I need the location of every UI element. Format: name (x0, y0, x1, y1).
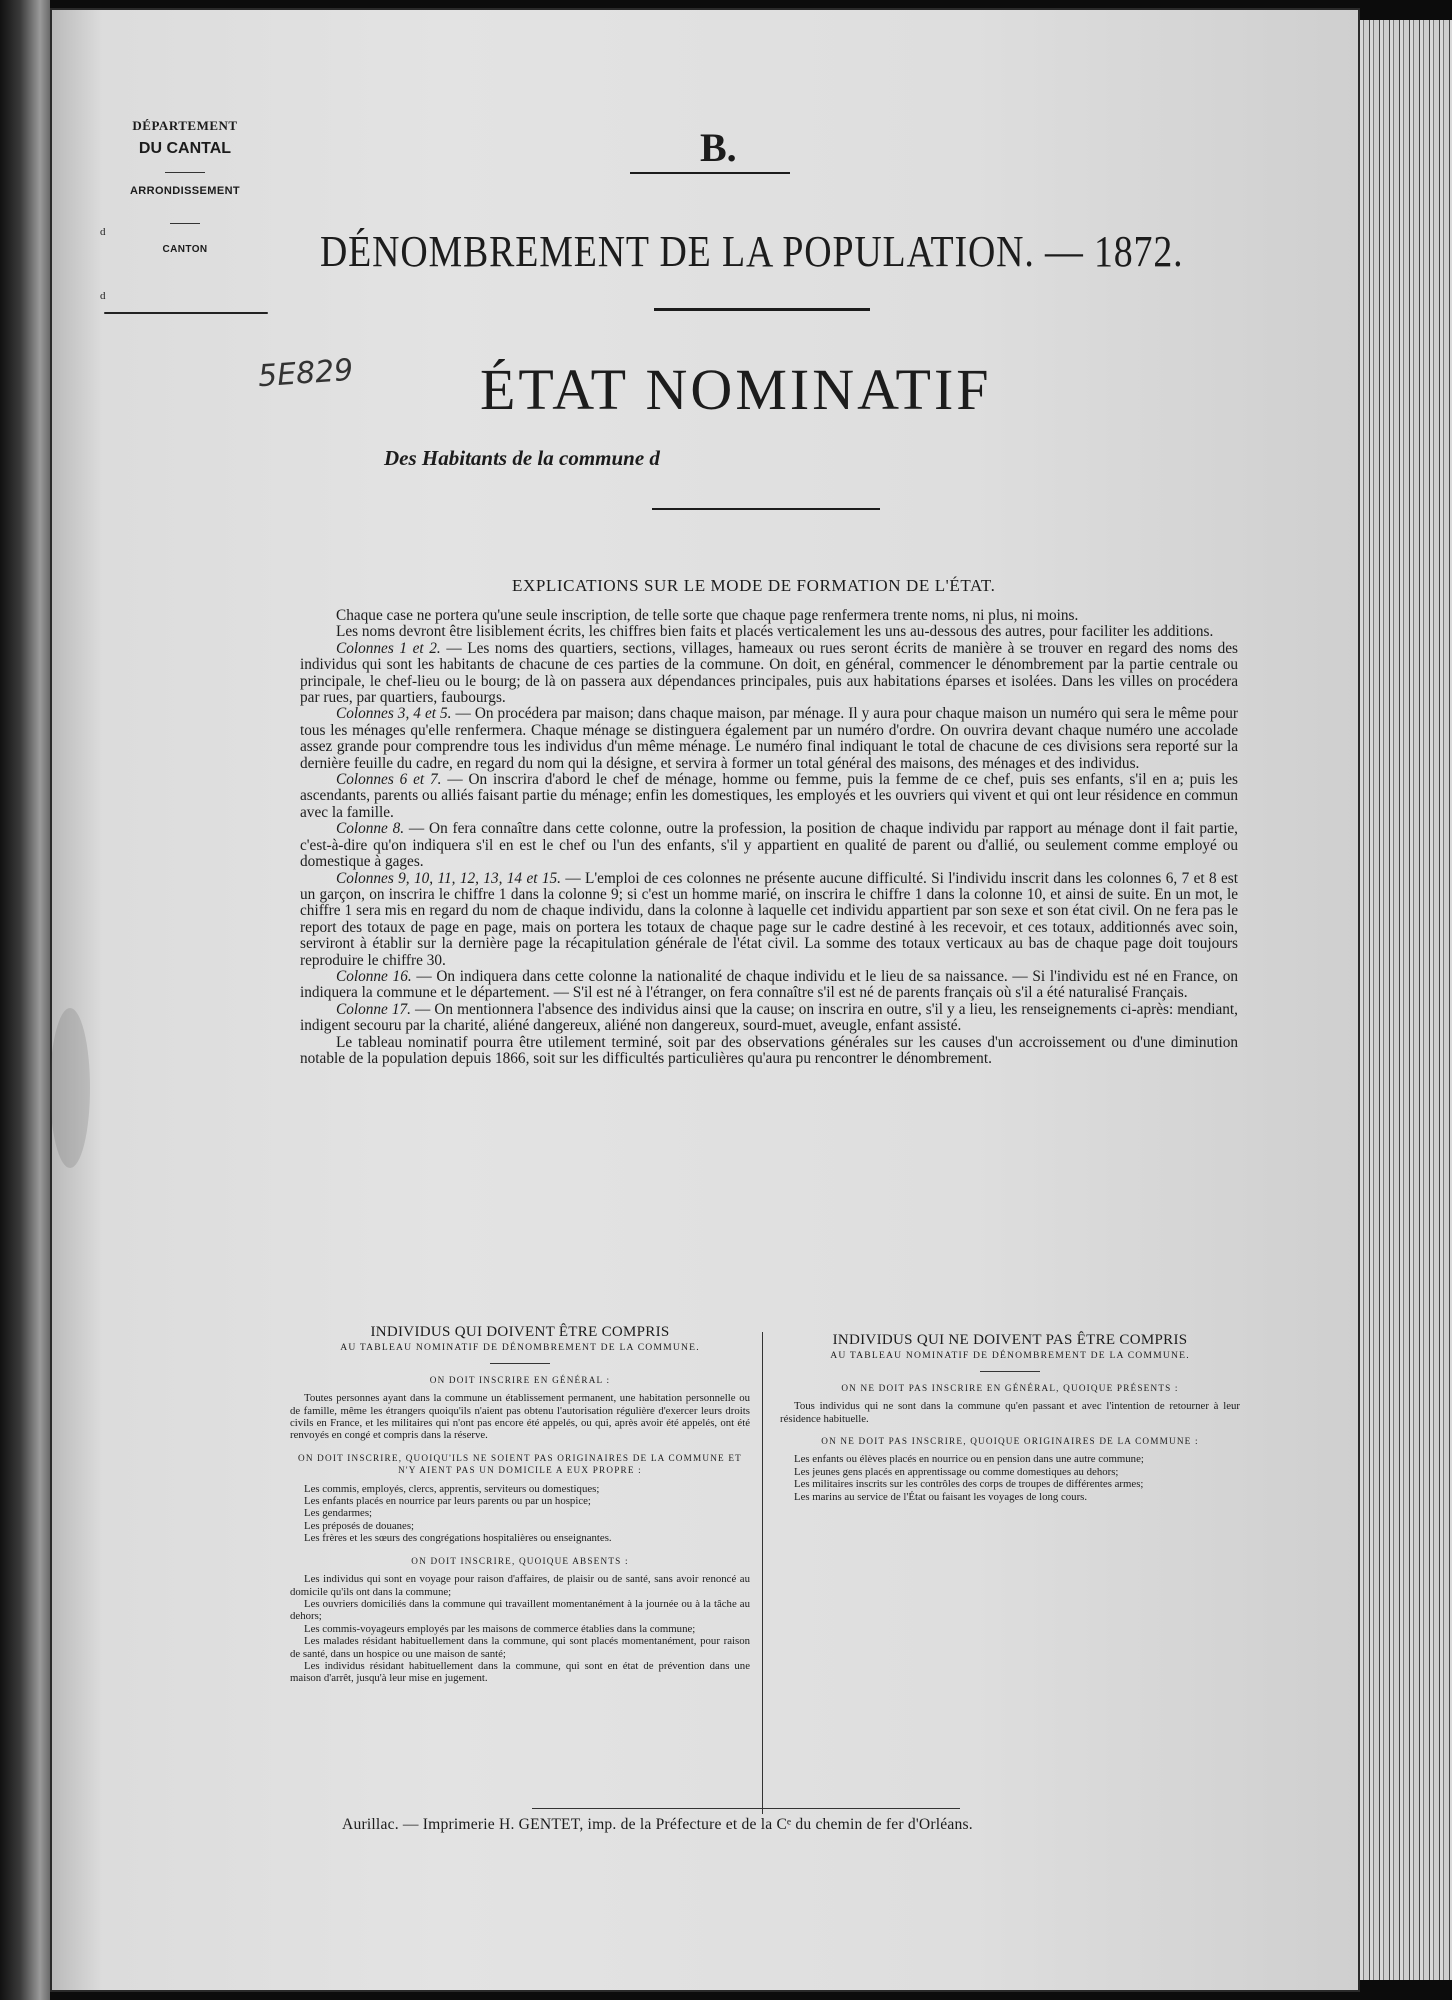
divider (170, 223, 200, 224)
rule-list-item: Les individus qui sont en voyage pour raison d'affaires, de plaisir ou de santé, sans avoir renoncé au domicile qu'ils ont dans la commune; (290, 1573, 750, 1598)
arrondissement-d: d (100, 226, 106, 238)
rule-list-item: Les commis, employés, clercs, apprentis, serviteurs ou domestiques; (304, 1482, 600, 1495)
rule-list-item: Les ouvriers domiciliés dans la commune qui travaillent momentanément à la journée ou à la tâche au dehors; (290, 1597, 750, 1623)
section-heading: ON NE DOIT PAS INSCRIRE, QUOIQUE ORIGINAIRES DE LA COMMUNE : (821, 1436, 1199, 1447)
commune-line: Des Habitants de la commune d (384, 446, 660, 470)
section-heading: ON DOIT INSCRIRE, QUOIQUE ABSENTS : (411, 1555, 629, 1566)
column-ref: Colonnes 9, 10, 11, 12, 13, 14 et 15. (336, 869, 561, 887)
rule-list-item: Les gendarmes; (304, 1507, 373, 1520)
rule-list-item: Les préposés de douanes; (304, 1519, 415, 1532)
rule-list-item: Les militaires inscrits sur les contrôles des corps de troupes de différentes armes; (794, 1478, 1144, 1491)
rule-list (290, 1483, 750, 1545)
column-separator (762, 1332, 763, 1814)
explanation-text: — On mentionnera l'absence des individus ainsi que la cause; on inscrira en outre, s'il y a lieu, les renseignements ci-après: mendiant, indigent secouru par la charité, aliéné dangereux, aliéné non dangereux, sourd-muet, aveugle, enfant assisté. (300, 1000, 1238, 1035)
excluded-heading: INDIVIDUS QUI NE DOIVENT PAS ÊTRE COMPRIS (832, 1332, 1188, 1348)
rule-list-item: Les individus résidant habituellement dans la commune, qui sont en état de prévention dans une maison d'arrêt, jusqu'à leur mise en jugement. (290, 1659, 750, 1685)
included-heading: INDIVIDUS QUI DOIVENT ÊTRE COMPRIS (370, 1324, 670, 1340)
rule-list (290, 1573, 750, 1685)
explanation-paragraph (300, 821, 1238, 870)
column-ref: Colonnes 6 et 7. (336, 771, 442, 789)
explanation-paragraph (300, 706, 1238, 772)
title-rule (654, 308, 870, 311)
departement-label: DÉPARTEMENT (132, 118, 238, 133)
header-underline (104, 312, 268, 314)
section-heading: ON DOIT INSCRIRE EN GÉNÉRAL : (429, 1374, 611, 1385)
explanation-text: — On indiquera dans cette colonne la nationalité de chaque individu et le lieu de sa naissance. — Si l'individu est né en France, on indiquera la commune et le département. — S'il est né à l'étranger, on fera connaître s'il est né de parents français où s'il a été naturalisé Français. (300, 967, 1238, 1002)
explanation-text: — Les noms des quartiers, sections, villages, hameaux ou rues seront écrits de manière à se trouver en regard des noms des individus qui sont les habitants de chacune de ces parties de la commune. On doit, en général, commencer le dénombrement par la partie centrale ou principale, le chef-lieu ou le bourg; de là on passera aux dépendances principales, puis aux habitations éparses et isolées. Dans les villes on procédera par rues, par quartiers, faubourgs. (300, 639, 1238, 707)
explanation-paragraph (300, 1002, 1238, 1035)
explanation-text: — On fera connaître dans cette colonne, outre la profession, la position de chaque individu par rapport au ménage dont il fait partie, c'est-à-dire qu'on indiquera s'il en est le chef ou l'un des enfants, s'il y appartient en qualité de parent ou d'allié, ou seulement comme employé ou domestique à gages. (300, 820, 1239, 871)
form-letter-rule (630, 172, 790, 174)
printer-imprint: Aurillac. — Imprimerie H. GENTET, imp. de la Préfecture et de la Cᵉ du chemin de fer d'Orléans. (342, 1816, 973, 1833)
column-ref: Colonne 16. (336, 967, 412, 985)
excluded-subheading: AU TABLEAU NOMINATIF DE DÉNOMBREMENT DE LA COMMUNE. (830, 1350, 1190, 1362)
explanation-paragraph (300, 969, 1238, 1002)
explanations-body (300, 608, 1238, 1067)
explanation-paragraph: Le tableau nominatif pourra être utilement terminé, soit par des observations générales sur les causes d'un accroissement ou d'une diminution notable de la population depuis 1866, soit sur les difficultés particulières qu'aura pu rencontrer le dénombrement. (300, 1033, 1238, 1067)
rule-list-item: Les malades résidant habituellement dans la commune, qui sont placés momentanément, pour raison de santé, dans un hospice ou une maison de santé; (290, 1635, 750, 1660)
explanation-paragraph (300, 772, 1238, 821)
canton-d: d (100, 290, 106, 302)
rule-list-item: Les enfants placés en nourrice par leurs parents ou par un hospice; (304, 1495, 591, 1508)
explanation-text: — On procédera par maison; dans chaque maison, par ménage. Il y aura pour chaque maison un numéro qui sera le même pour tous les ménages qu'elle renfermera. Chaque ménage se distinguera également par un numéro d'ordre. On ouvrira devant chaque numéro une accolade assez grande pour comprendre tous les individus d'un même ménage. Le numéro final indiquant le total de chacune de ces divisions sera reporté sur la dernière feuille du cadre, en regard du nom qui la désigne, et servira à former un total général des maisons, des ménages et des individus. (300, 705, 1238, 772)
rule-list-item: Les commis-voyageurs employés par les maisons de commerce établies dans la commune; (304, 1622, 696, 1635)
rule-text: Tous individus qui ne sont dans la commune qu'en passant et avec l'intention de retourner à leur résidence habituelle. (780, 1400, 1240, 1425)
page-stack-edge (1360, 20, 1452, 1980)
main-title: DÉNOMBREMENT DE LA POPULATION. — 1872. (320, 227, 1184, 276)
explanation-text: — L'emploi de ces colonnes ne présente aucune difficulté. Si l'individu inscrit dans les colonnes 6, 7 et 8 est un garçon, on inscrira le chiffre 1 dans la colonne 9; si c'est un homme marié, on inscrira le chiffre 1 dans la colonne 10, et ainsi de suite. En un mot, le chiffre 1 sera mis en regard du nom de chaque individu, dans la colonne à laquelle cet individu appartient par son sexe et son état civil. On ne fera pas le report des totaux de page en page, mais on portera les totaux de chaque page sur le cadre destiné à les recevoir, et ces totaux, additionnés avec soin, serviront à établir sur la dernière page la récapitulation générale de l'état civil. La somme des totaux verticaux au bas de chaque page doit toujours reproduire le chiffre 30. (300, 869, 1238, 969)
department-block (110, 118, 260, 255)
column-ref: Colonnes 1 et 2. (336, 639, 441, 657)
explanation-paragraph: Les noms devront être lisiblement écrits, les chiffres bien faits et placés verticalement les uns au-dessous des autres, pour faciliter les additions. (336, 623, 1214, 641)
column-ref: Colonne 8. (336, 820, 405, 838)
paper-stain (50, 1008, 90, 1168)
divider (165, 172, 205, 173)
excluded-column (780, 1334, 1240, 1503)
column-ref: Colonne 17. (336, 1000, 411, 1018)
footer-rule (532, 1808, 960, 1809)
explanation-paragraph (300, 641, 1238, 707)
departement-name: DU CANTAL (138, 140, 232, 157)
handwritten-reference: 5E829 (256, 352, 355, 395)
section-heading: ON DOIT INSCRIRE, QUOIQU'ILS NE SOIENT PAS ORIGINAIRES DE LA COMMUNE ET N'Y AIENT PAS UN DOMICILE A EUX PROPRE : (298, 1452, 742, 1476)
explanation-text: — On inscrira d'abord le chef de ménage, homme ou femme, puis la femme de ce chef, puis ses enfants, s'il en a; puis les ascendants, parents ou alliés faisant partie du ménage; enfin les domestiques, les employés et les ouvriers qui vivent et qui ont leur résidence en commun avec la famille. (300, 771, 1238, 821)
canton-label: CANTON (162, 244, 208, 255)
column-ref: Colonnes 3, 4 et 5. (336, 705, 452, 723)
divider (490, 1363, 550, 1364)
rule-text: Toutes personnes ayant dans la commune un établissement permanent, une habitation personnelle ou de famille, même les étrangers quoiqu'ils n'aient pas obtenu l'autorisation régulière d'exercer leurs droits civils en France, et les militaires qui n'ont pas encore été appelés, ou qui, après avoir été appelés, ont été renvoyés en congé et compris dans la réserve. (290, 1392, 750, 1442)
binding-edge (0, 0, 50, 2000)
commune-rule (652, 508, 880, 510)
state-title: ÉTAT NOMINATIF (480, 357, 992, 422)
section-heading: ON NE DOIT PAS INSCRIRE EN GÉNÉRAL, QUOIQUE PRÉSENTS : (841, 1382, 1179, 1393)
rule-list-item: Les jeunes gens placés en apprentissage ou comme domestiques au dehors; (794, 1465, 1119, 1478)
rule-list-item: Les frères et les sœurs des congrégations hospitalières ou enseignantes. (304, 1532, 612, 1545)
rule-list-item: Les marins au service de l'État ou faisant les voyages de long cours. (794, 1490, 1088, 1503)
explanation-paragraph: Chaque case ne portera qu'une seule inscription, de telle sorte que chaque page renfermera trente noms, ni plus, ni moins. (336, 607, 1079, 624)
included-subheading: AU TABLEAU NOMINATIF DE DÉNOMBREMENT DE LA COMMUNE. (340, 1342, 700, 1354)
explanations-title: EXPLICATIONS SUR LE MODE DE FORMATION DE L'ÉTAT. (512, 576, 996, 595)
divider (980, 1371, 1040, 1372)
explanation-paragraph (300, 871, 1238, 969)
included-column (290, 1326, 750, 1685)
form-letter: B. (700, 125, 737, 170)
arrondissement-label: ARRONDISSEMENT (129, 185, 241, 197)
rule-list (780, 1453, 1240, 1503)
rule-list-item: Les enfants ou élèves placés en nourrice ou en pension dans une autre commune; (794, 1453, 1144, 1466)
